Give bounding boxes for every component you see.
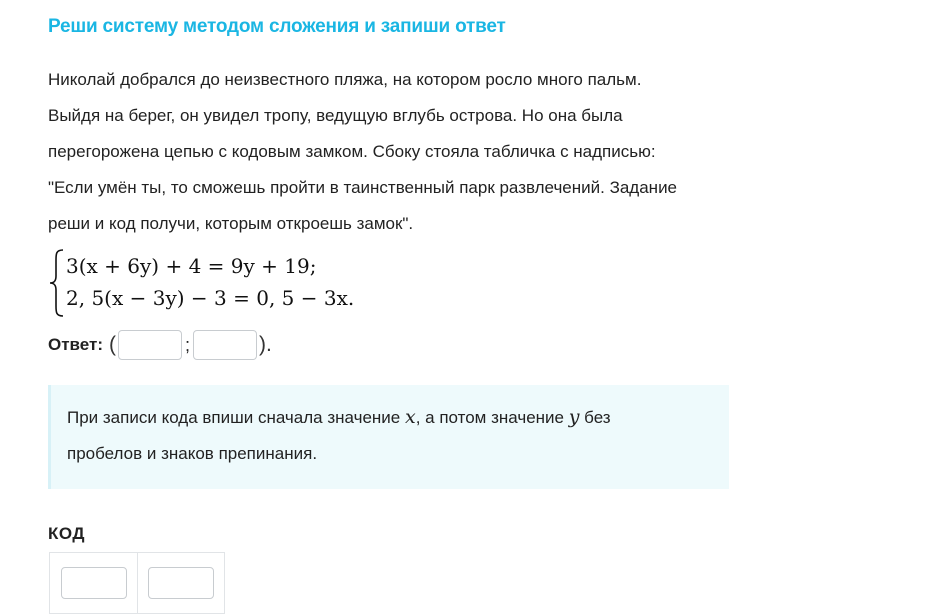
hint-var-x: x: [404, 406, 416, 428]
hint-box: [48, 385, 729, 489]
open-paren: (: [109, 333, 116, 356]
code-input-2[interactable]: [148, 567, 214, 599]
code-table: [49, 552, 225, 614]
story-line: перегорожена цепью с кодовым замком. Сбоку стояла табличка с надписью:: [48, 142, 656, 161]
story-line: "Если умён ты, то сможешь пройти в таинственный парк развлечений. Задание: [48, 178, 678, 197]
hint-line-1: [67, 399, 713, 436]
code-label: КОД: [48, 524, 85, 543]
close-paren: ).: [259, 333, 272, 356]
answer-label: Ответ:: [48, 335, 103, 354]
code-cell-1: [50, 553, 137, 613]
curly-brace-icon: [48, 248, 66, 318]
answer-y-input[interactable]: [193, 330, 257, 360]
answer-row: [48, 328, 272, 362]
answer-x-input[interactable]: [118, 330, 182, 360]
equation-1: 3(x + 6y) + 4 = 9y + 19;: [66, 254, 317, 278]
hint-var-y: y: [568, 406, 580, 428]
story-line: Выйдя на берег, он увидел тропу, ведущую вглубь острова. Но она была: [48, 106, 623, 125]
story-text: [48, 62, 748, 242]
story-line: реши и код получи, которым откроешь замок".: [48, 214, 414, 233]
hint-text: При записи кода впиши сначала значение: [67, 408, 405, 427]
equation-2: 2, 5(x − 3y) − 3 = 0, 5 − 3x.: [66, 286, 355, 310]
code-cell-2: [137, 553, 224, 613]
task-title: Реши систему методом сложения и запиши ответ: [48, 16, 506, 37]
hint-text: без: [579, 408, 611, 427]
answer-separator: ;: [185, 334, 191, 355]
code-input-1[interactable]: [61, 567, 127, 599]
story-line: Николай добрался до неизвестного пляжа, на котором росло много пальм.: [48, 70, 642, 89]
hint-text: , а потом значение: [415, 408, 569, 427]
hint-line-2: пробелов и знаков препинания.: [67, 444, 318, 463]
